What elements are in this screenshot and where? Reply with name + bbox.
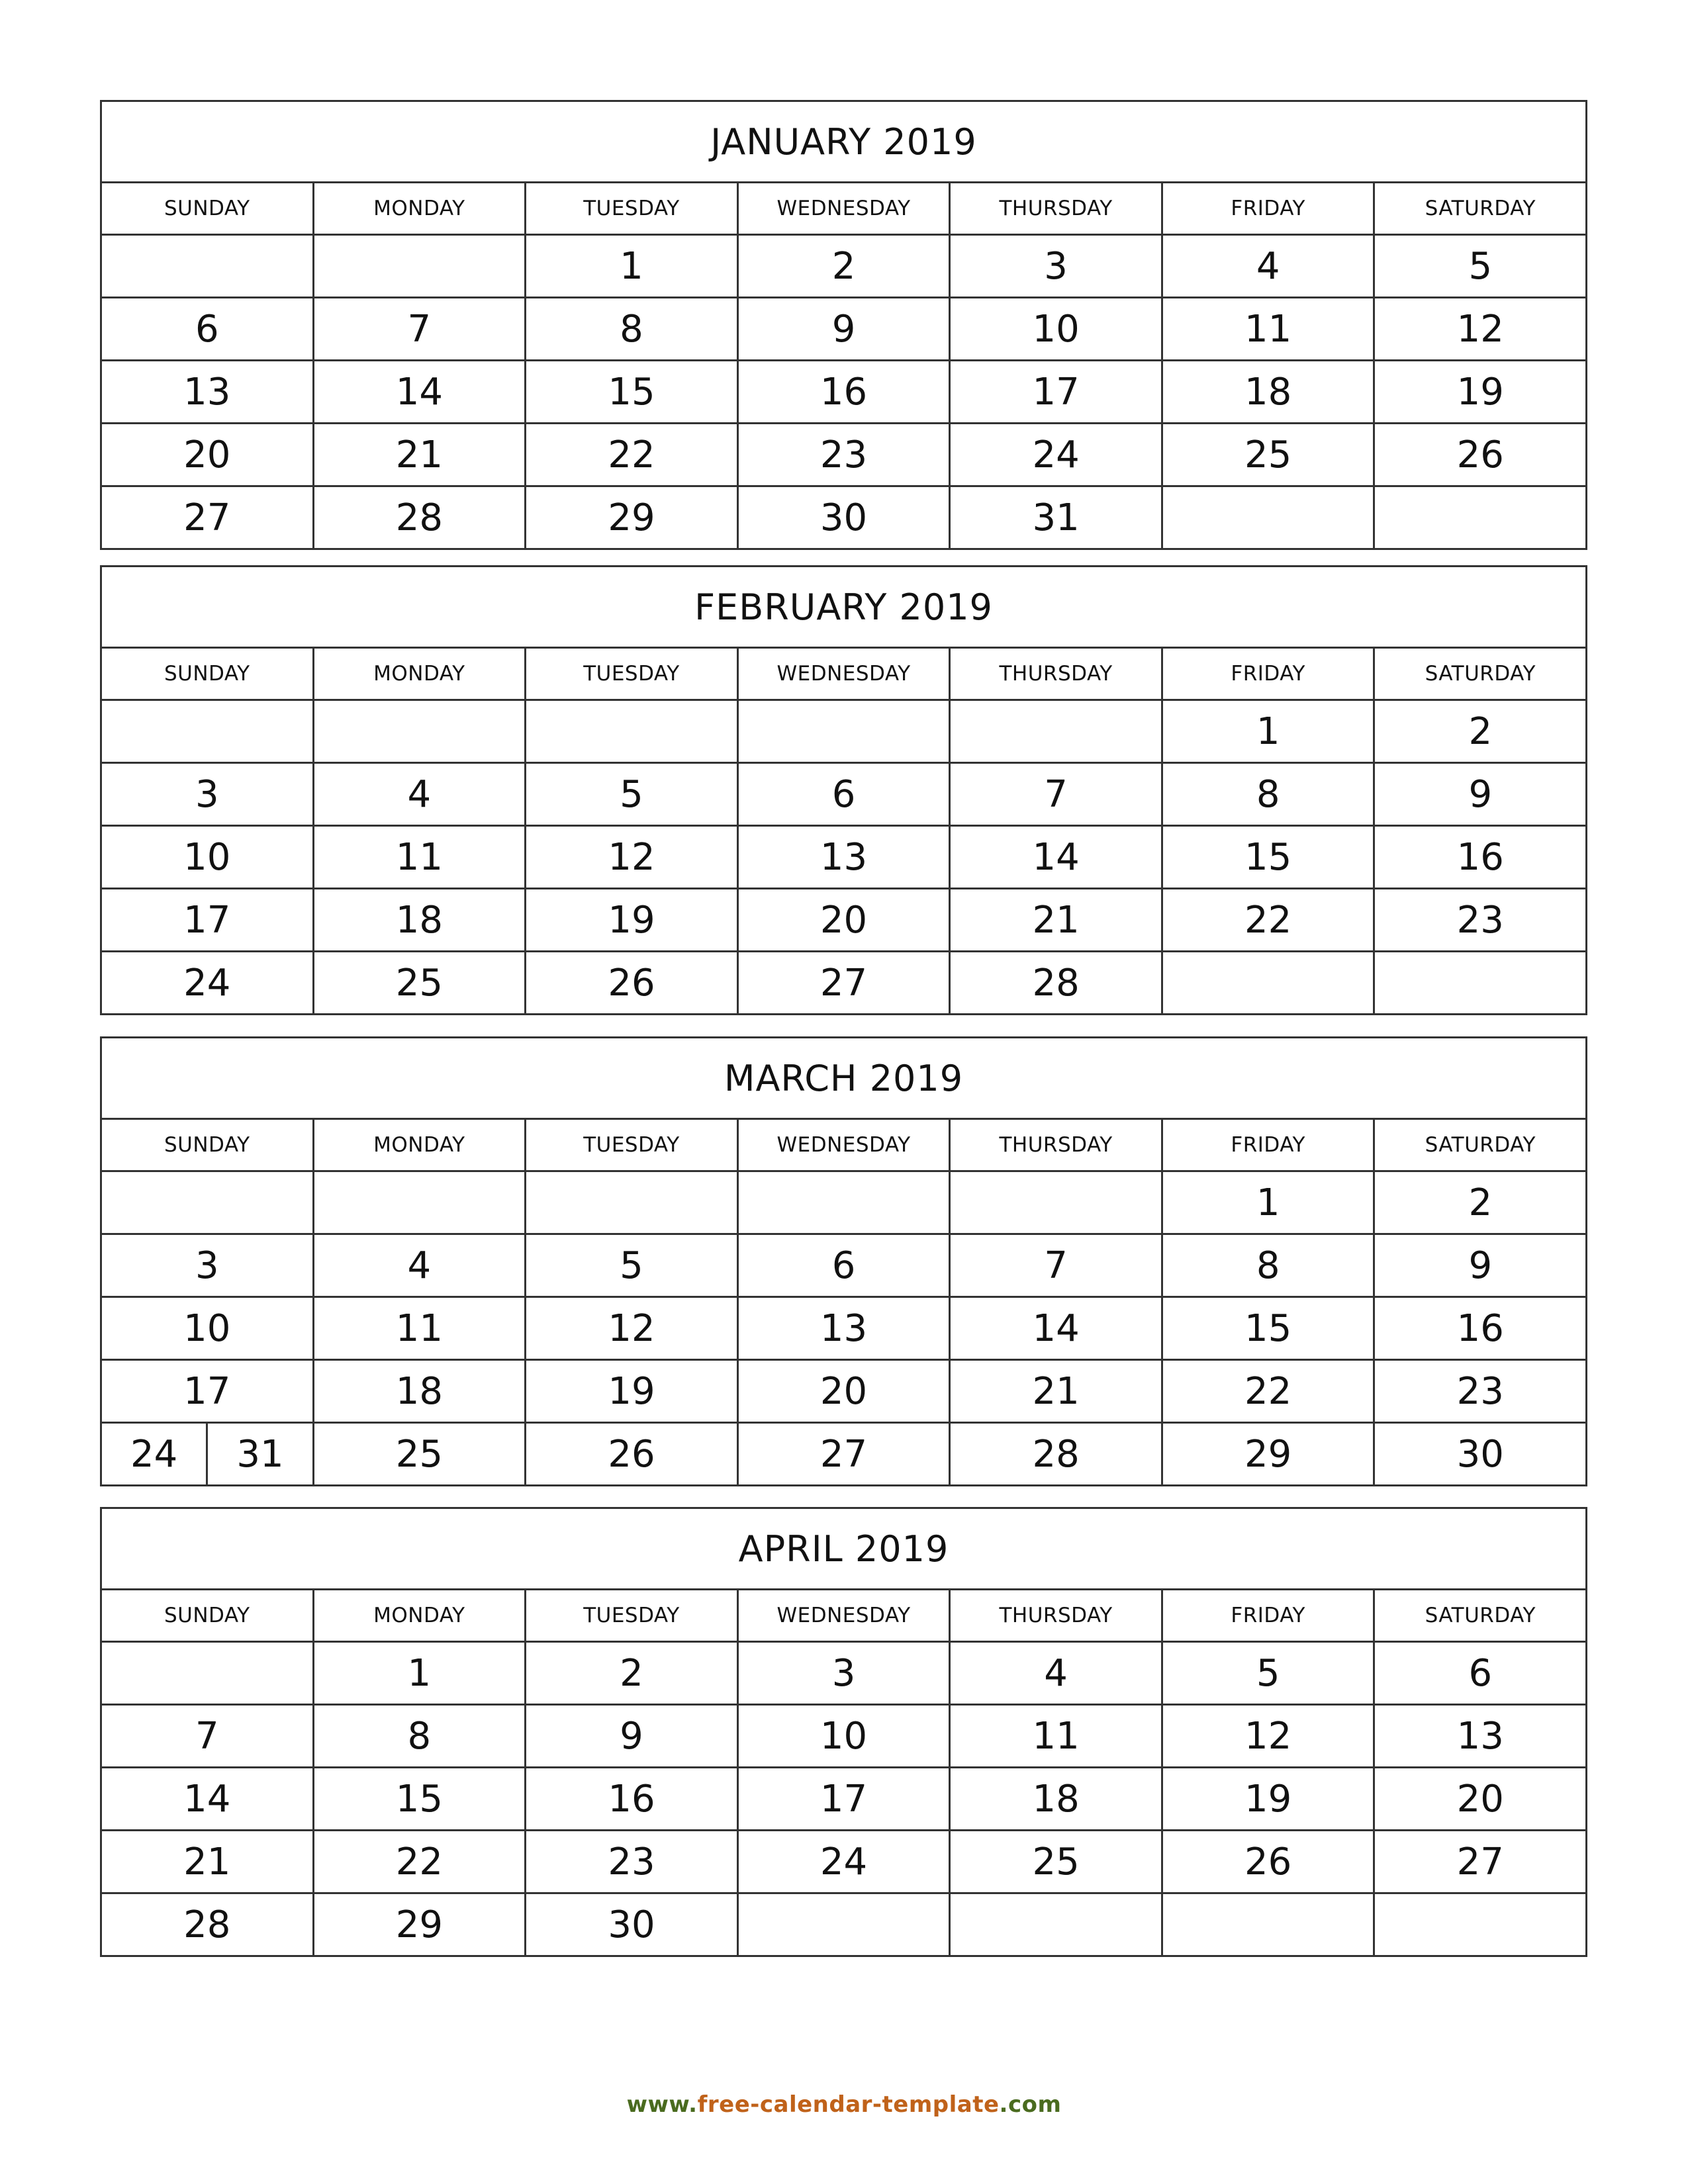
weekday-header: TUESDAY [526,1590,739,1641]
day-cell: 25 [314,1424,527,1484]
weekday-header: MONDAY [314,649,527,699]
day-cell: 25 [1163,424,1376,485]
day-cell: 5 [526,764,739,825]
day-cell: 30 [739,487,951,548]
day-cell: 16 [1456,1306,1504,1350]
day-cell: 6 [1468,1651,1493,1695]
weekday-header: MONDAY [314,183,527,234]
week-row [102,298,1585,361]
day-cell: 30 [526,1894,739,1955]
month-calendar [100,1507,1587,1957]
weekday-header: WEDNESDAY [739,183,951,234]
empty-day-cell [951,1172,1163,1233]
day-cell: 9 [739,298,951,359]
day-cell: 13 [739,827,951,887]
day-cell: 23 [526,1831,739,1892]
day-cell: 12 [1163,1706,1376,1766]
day-cell: 4 [1163,236,1376,296]
day-cell: 28 [951,1424,1163,1484]
day-cell: 24 [102,952,314,1013]
month-calendar [100,100,1587,550]
day-cell: 16 [526,1768,739,1829]
day-cell: 23 [739,424,951,485]
day-cell: 25 [314,952,527,1013]
weekday-header: WEDNESDAY [739,1120,951,1170]
day-cell: 19 [1456,370,1504,414]
empty-day-cell [739,701,951,762]
day-cell: 31 [951,487,1163,548]
day-cell: 11 [951,1706,1163,1766]
day-cell: 5 [1468,244,1493,288]
week-row [102,1643,1585,1706]
month-title: APRIL 2019 [102,1509,1585,1590]
day-cell: 1 [1163,1172,1376,1233]
empty-day-cell [314,236,527,296]
day-cell: 15 [1163,827,1376,887]
day-cell: 15 [526,361,739,422]
weekday-header-row [102,649,1585,701]
empty-day-cell [1375,1894,1585,1955]
day-cell: 28 [102,1894,314,1955]
week-row [102,1894,1585,1955]
day-cell: 18 [951,1768,1163,1829]
empty-day-cell [1163,487,1376,548]
day-cell: 5 [526,1235,739,1296]
day-cell: 11 [1163,298,1376,359]
day-cell: 21 [951,1361,1163,1422]
day-cell: 30 [1456,1432,1504,1476]
day-cell: 9 [526,1706,739,1766]
week-row [102,487,1585,548]
day-cell: 7 [951,1235,1163,1296]
day-cell: 1 [314,1643,527,1704]
day-cell: 18 [314,889,527,950]
day-cell: 13 [739,1298,951,1359]
day-cell: 3 [102,764,314,825]
week-row [102,1172,1585,1235]
day-cell: 4 [314,1235,527,1296]
day-cell: 18 [1163,361,1376,422]
day-cell: 22 [1163,1361,1376,1422]
day-cell: 16 [1456,835,1504,879]
weekday-header: WEDNESDAY [739,649,951,699]
day-cell: 20 [102,424,314,485]
weekday-header: SUNDAY [102,1590,314,1641]
week-row [102,701,1585,764]
weekday-header-row [102,183,1585,236]
day-cell: 5 [1163,1643,1376,1704]
weekday-header: TUESDAY [526,649,739,699]
day-cell: 16 [739,361,951,422]
day-cell: 27 [739,1424,951,1484]
footer-suffix: .com [999,2091,1062,2118]
day-cell: 9 [1468,772,1493,816]
day-cell: 4 [951,1643,1163,1704]
footer-website[interactable] [0,2091,1688,2118]
empty-day-cell [526,1172,739,1233]
empty-day-cell [102,236,314,296]
day-cell: 17 [102,1361,314,1422]
empty-day-cell [1375,952,1585,1013]
day-cell: 10 [102,827,314,887]
empty-day-cell [951,1894,1163,1955]
day-cell-split [102,1424,314,1484]
day-cell: 27 [1456,1840,1504,1884]
week-row [102,1424,1585,1484]
day-cell: 6 [739,1235,951,1296]
month-title: FEBRUARY 2019 [102,567,1585,649]
day-cell: 10 [739,1706,951,1766]
weekday-header: TUESDAY [526,183,739,234]
week-row [102,1235,1585,1298]
day-cell: 14 [951,1298,1163,1359]
weekday-header: THURSDAY [951,649,1163,699]
day-cell: 25 [951,1831,1163,1892]
week-row [102,952,1585,1013]
empty-day-cell [1163,952,1376,1013]
day-cell: 27 [102,487,314,548]
day-cell: 12 [1456,307,1504,351]
week-row [102,1361,1585,1424]
empty-day-cell [526,701,739,762]
week-row [102,1706,1585,1768]
day-cell: 26 [1456,433,1504,477]
day-cell: 1 [1163,701,1376,762]
day-cell: 19 [1163,1768,1376,1829]
empty-day-cell [951,701,1163,762]
day-cell: 17 [739,1768,951,1829]
day-cell: 14 [951,827,1163,887]
weekday-header: MONDAY [314,1590,527,1641]
empty-day-cell [739,1894,951,1955]
day-number: 31 [236,1432,284,1476]
day-cell: 10 [102,1298,314,1359]
day-cell: 20 [739,889,951,950]
day-cell: 7 [314,298,527,359]
weekday-header: SATURDAY [1425,1133,1536,1157]
weekday-header: FRIDAY [1163,183,1376,234]
day-cell: 7 [102,1706,314,1766]
day-cell: 21 [102,1831,314,1892]
day-cell: 3 [739,1643,951,1704]
day-cell: 3 [102,1235,314,1296]
day-cell: 29 [526,487,739,548]
day-cell: 17 [102,889,314,950]
day-cell: 24 [951,424,1163,485]
empty-day-cell [102,1643,314,1704]
empty-day-cell [739,1172,951,1233]
day-cell: 8 [526,298,739,359]
day-cell: 2 [1468,709,1493,753]
weekday-header: THURSDAY [951,183,1163,234]
weekday-header: FRIDAY [1163,649,1376,699]
day-cell: 2 [1468,1181,1493,1224]
footer-prefix: www. [626,2091,698,2118]
day-cell: 26 [526,1424,739,1484]
empty-day-cell [1375,487,1585,548]
day-cell: 21 [314,424,527,485]
day-cell: 11 [314,1298,527,1359]
day-cell: 28 [951,952,1163,1013]
weekday-header: WEDNESDAY [739,1590,951,1641]
day-cell: 19 [526,1361,739,1422]
day-cell: 9 [1468,1244,1493,1287]
weekday-header: MONDAY [314,1120,527,1170]
empty-day-cell [102,701,314,762]
weekday-header: TUESDAY [526,1120,739,1170]
day-cell: 20 [739,1361,951,1422]
weekday-header-row [102,1120,1585,1172]
day-cell: 19 [526,889,739,950]
month-calendar [100,1036,1587,1486]
day-cell: 14 [314,361,527,422]
week-row [102,1831,1585,1894]
day-cell: 22 [1163,889,1376,950]
day-cell: 28 [314,487,527,548]
month-calendar [100,565,1587,1015]
day-cell: 15 [314,1768,527,1829]
day-cell: 12 [526,1298,739,1359]
week-row [102,764,1585,827]
week-row [102,424,1585,487]
day-cell: 13 [102,361,314,422]
day-cell: 14 [102,1768,314,1829]
empty-day-cell [314,701,527,762]
day-cell: 4 [314,764,527,825]
week-row [102,361,1585,424]
month-title: JANUARY 2019 [102,102,1585,183]
week-row [102,1298,1585,1361]
day-cell: 8 [314,1706,527,1766]
day-cell: 21 [951,889,1163,950]
week-row [102,827,1585,889]
day-cell: 22 [526,424,739,485]
empty-day-cell [314,1172,527,1233]
day-cell: 10 [951,298,1163,359]
weekday-header: FRIDAY [1163,1120,1376,1170]
day-cell: 29 [1163,1424,1376,1484]
weekday-header: SATURDAY [1425,197,1536,220]
weekday-header: SUNDAY [102,1120,314,1170]
day-cell: 1 [526,236,739,296]
day-cell: 17 [951,361,1163,422]
day-cell: 26 [526,952,739,1013]
day-cell: 6 [739,764,951,825]
weekday-header: THURSDAY [951,1120,1163,1170]
day-cell: 18 [314,1361,527,1422]
month-title: MARCH 2019 [102,1038,1585,1120]
weekday-header: SATURDAY [1425,662,1536,686]
week-row [102,1768,1585,1831]
week-row [102,236,1585,298]
day-cell: 7 [951,764,1163,825]
day-cell: 2 [739,236,951,296]
weekday-header: SATURDAY [1425,1604,1536,1627]
weekday-header: THURSDAY [951,1590,1163,1641]
day-cell: 22 [314,1831,527,1892]
day-cell: 11 [314,827,527,887]
day-cell: 23 [1456,898,1504,942]
footer-site-name: free-calendar-template [697,2091,1000,2118]
day-cell: 2 [526,1643,739,1704]
day-cell: 15 [1163,1298,1376,1359]
day-number: 24 [102,1424,208,1484]
day-cell: 6 [102,298,314,359]
day-cell: 8 [1163,764,1376,825]
empty-day-cell [1163,1894,1376,1955]
day-cell: 12 [526,827,739,887]
day-cell: 20 [1456,1777,1504,1821]
day-cell: 27 [739,952,951,1013]
day-cell: 3 [951,236,1163,296]
day-cell: 13 [1456,1714,1504,1758]
weekday-header-row [102,1590,1585,1643]
day-cell: 8 [1163,1235,1376,1296]
week-row [102,889,1585,952]
day-cell: 24 [739,1831,951,1892]
weekday-header: SUNDAY [102,183,314,234]
day-cell: 29 [314,1894,527,1955]
empty-day-cell [102,1172,314,1233]
day-cell: 23 [1456,1369,1504,1413]
weekday-header: FRIDAY [1163,1590,1376,1641]
weekday-header: SUNDAY [102,649,314,699]
day-cell: 26 [1163,1831,1376,1892]
